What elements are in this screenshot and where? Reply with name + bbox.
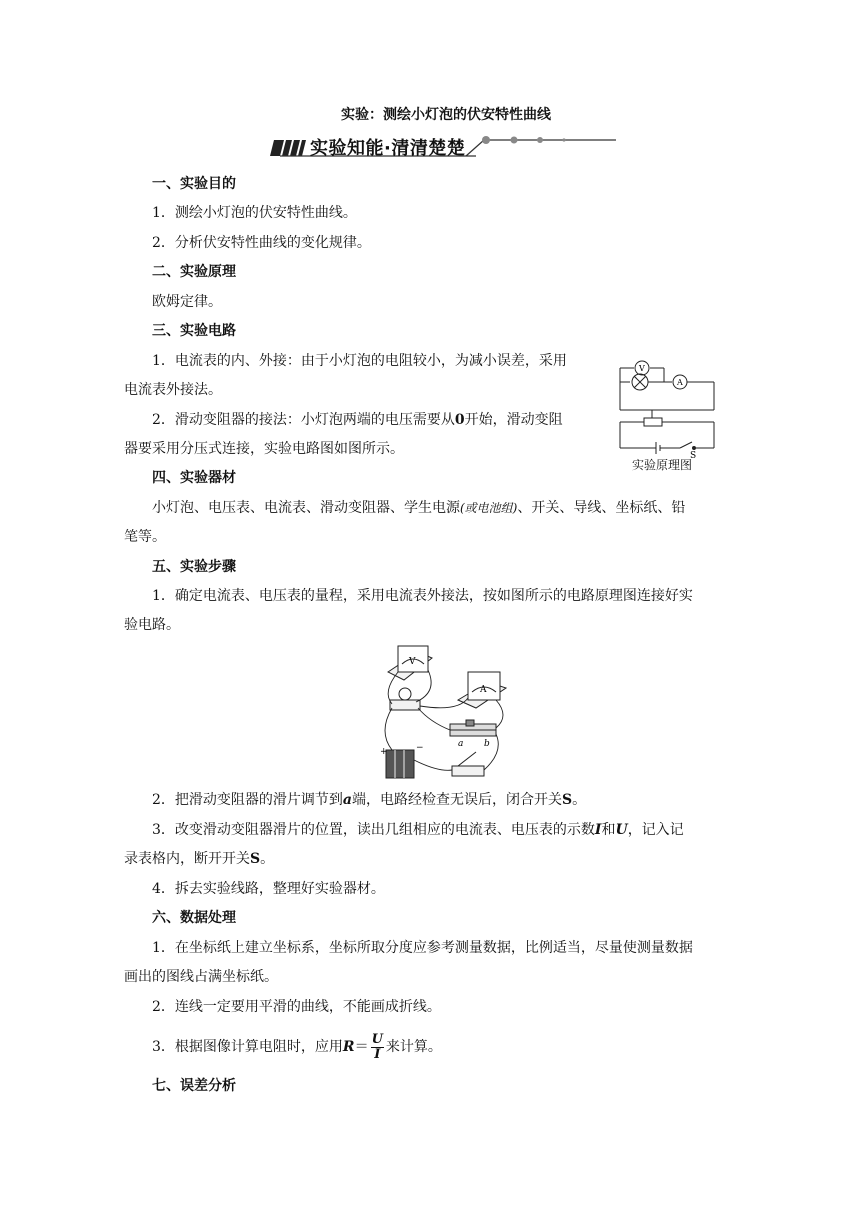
apparatus-voltmeter-label: V — [409, 657, 416, 667]
apparatus-minus-label: − — [416, 743, 424, 753]
circuit-item-2-line-1: 2．滑动变阻器的接法：小灯泡两端的电压需要从0开始，滑动变阻 — [152, 412, 563, 428]
purpose-item-2: 2．分析伏安特性曲线的变化规律。 — [152, 235, 371, 251]
steps-item-1-line-1: 1．确定电流表、电压表的量程，采用电流表外接法，按如图所示的电路原理图连接好实 — [152, 588, 693, 604]
heading-data-processing: 六、数据处理 — [152, 910, 236, 926]
circuit-item-1-line-2: 电流表外接法。 — [124, 382, 222, 398]
purpose-item-1: 1．测绘小灯泡的伏安特性曲线。 — [152, 205, 357, 221]
heading-experiment-steps: 五、实验步骤 — [152, 559, 236, 575]
circuit-ammeter-label: A — [677, 378, 683, 387]
circuit-item-2-line-2: 器要采用分压式连接，实验电路图如图所示。 — [124, 441, 404, 457]
heading-experiment-purpose: 一、实验目的 — [152, 176, 236, 192]
steps-item-2: 2．把滑动变阻器的滑片调节到a端，电路经检查无误后，闭合开关S。 — [152, 792, 587, 808]
data-item-2: 2．连线一定要用平滑的曲线，不能画成折线。 — [152, 999, 441, 1015]
data-item-1-line-2: 画出的图线占满坐标纸。 — [124, 969, 278, 985]
steps-item-3-line-2: 录表格内，断开开关S。 — [124, 851, 275, 867]
heading-experiment-equipment: 四、实验器材 — [152, 470, 236, 486]
section-banner — [270, 132, 620, 162]
circuit-item-1-line-1: 1．电流表的内、外接：由于小灯泡的电阻较小，为减小误差，采用 — [152, 353, 567, 369]
data-item-1-line-1: 1．在坐标纸上建立坐标系，坐标所取分度应参考测量数据，比例适当，尽量使测量数据 — [152, 940, 693, 956]
resistance-fraction: $\frac{U}{I}$ — [371, 1031, 383, 1062]
circuit-switch-label: S — [690, 451, 697, 461]
heading-experiment-principle: 二、实验原理 — [152, 264, 236, 280]
apparatus-b-label: b — [484, 739, 490, 749]
circuit-caption: 实验原理图 — [632, 458, 693, 472]
apparatus-ammeter-label: A — [480, 685, 487, 695]
apparatus-plus-label: + — [380, 747, 388, 757]
banner-text: 实验知能·清清楚楚 — [310, 138, 466, 159]
apparatus-a-label: a — [458, 739, 464, 749]
circuit-voltmeter-label: V — [639, 364, 645, 373]
steps-item-4: 4．拆去实验线路，整理好实验器材。 — [152, 881, 385, 897]
steps-item-3-line-1: 3．改变滑动变阻器滑片的位置，读出几组相应的电流表、电压表的示数I和U，记入记 — [152, 822, 684, 838]
principle-text: 欧姆定律。 — [152, 294, 222, 310]
heading-error-analysis: 七、误差分析 — [152, 1078, 236, 1094]
data-item-3: 3．根据图像计算电阻时，应用R＝ $\frac{U}{I}$ 来计算。 — [152, 1031, 442, 1062]
heading-experiment-circuit: 三、实验电路 — [152, 323, 236, 339]
equipment-line-2: 笔等。 — [124, 529, 166, 545]
page-title: 实验：测绘小灯泡的伏安特性曲线 — [341, 107, 551, 123]
equipment-line-1: 小灯泡、电压表、电流表、滑动变阻器、学生电源(或电池组)、开关、导线、坐标纸、铅 — [152, 500, 686, 516]
steps-item-1-line-2: 验电路。 — [124, 617, 180, 633]
apparatus-illustration — [378, 642, 520, 784]
